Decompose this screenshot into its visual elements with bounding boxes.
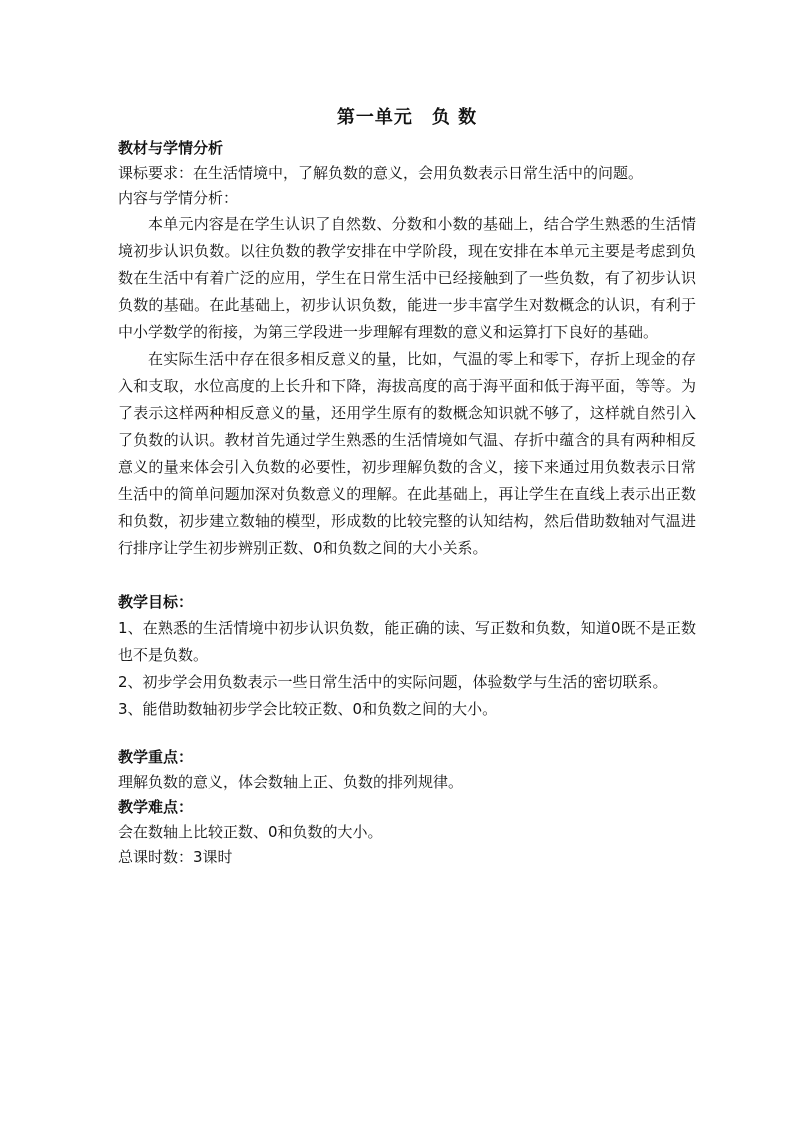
key-points-heading: 教学重点： <box>118 748 194 766</box>
key-points-text: 理解负数的意义，体会数轴上正、负数的排列规律。 <box>118 773 464 791</box>
difficulties-heading: 教学难点： <box>118 798 194 816</box>
curriculum-standard: 课标要求：在生活情境中，了解负数的意义，会用负数表示日常生活中的问题。 <box>118 164 644 182</box>
goals-heading: 教学目标： <box>118 593 194 611</box>
analysis-heading: 教材与学情分析 <box>118 139 224 157</box>
goal-item-2: 2、初步学会用负数表示一些日常生活中的实际问题，体验数学与生活的密切联系。 <box>118 673 668 691</box>
goal-item-1: 1、在熟悉的生活情境中初步认识负数，能正确的读、写正数和负数，知道0既不是正数也不是负数。 <box>118 619 696 664</box>
total-hours: 总课时数：3课时 <box>118 848 233 866</box>
analysis-paragraph-1: 本单元内容是在学生认识了自然数、分数和小数的基础上，结合学生熟悉的生活情境初步认识负数。以往负数的教学安排在中学阶段，现在安排在本单元主要是考虑到负数在生活中有着广泛的应用，学生在日常生活中已经接触到了一些负数，有了初步认识负数的基础。在此基础上，初步认识负数，能进一步丰富学生对数概念的认识，有利于中小学数学的衔接，为第三学段进一步理解有理数的意义和运算打下良好的基础。 <box>118 215 696 341</box>
analysis-paragraph-2: 在实际生活中存在很多相反意义的量，比如，气温的零上和零下，存折上现金的存入和支取，水位高度的上长升和下降，海拔高度的高于海平面和低于海平面，等等。为了表示这样两种相反意义的量，还用学生原有的数概念知识就不够了，这样就自然引入了负数的认识。教材首先通过学生熟悉的生活情境如气温、存折中蕴含的具有两种相反意义的量来体会引入负数的必要性，初步理解负数的含义，接下来通过用负数表示日常生活中的简单问题加深对负数意义的理解。在此基础上，再让学生在直线上表示出正数和负数，初步建立数轴的模型，形成数的比较完整的认知结构，然后借助数轴对气温进行排序让学生初步辨别正数、0和负数之间的大小关系。 <box>118 350 696 557</box>
unit-title: 第一单元 负 数 <box>336 107 478 128</box>
section-spacer <box>118 723 696 745</box>
content-analysis-heading: 内容与学情分析： <box>118 189 239 207</box>
difficulties-text: 会在数轴上比较正数、0和负数的大小。 <box>118 823 383 841</box>
section-spacer <box>118 562 696 590</box>
goal-item-3: 3、能借助数轴初步学会比较正数、0和负数之间的大小。 <box>118 700 498 718</box>
document-page <box>118 100 696 870</box>
